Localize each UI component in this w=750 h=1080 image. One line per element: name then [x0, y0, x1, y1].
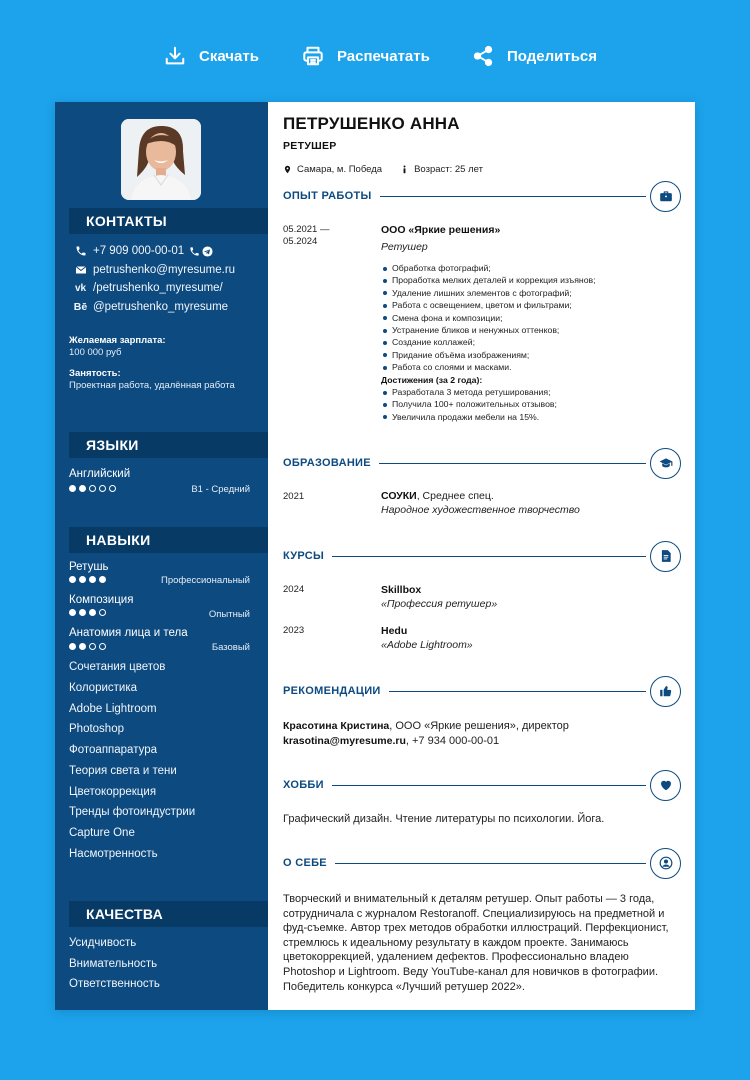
skill-rating: [69, 576, 106, 583]
duty-item: Смена фона и композиции;: [381, 312, 681, 324]
briefcase-icon: [650, 181, 681, 212]
course-year: 2023: [283, 625, 305, 636]
candidate-meta: [283, 164, 483, 175]
about-text: Творческий и внимательный к деталям ретушер. Опыт работы — 3 года, сотрудничала с журналом Restoranoff. Специализируюсь на предметной и фуд-съемке. Автор трех методов обработки иллюстраций. Перфекционист, стремлюсь к идеальному результату в каждом проекте. Занимаюсь цветокоррекцией, удалением дефектов. Профессионально владею Photoshop и Lightroom. Веду YouTube-канал для новичков в фотографии. Победитель конкурса «Лучший ретушер 2022».: [283, 893, 669, 993]
candidate-name: ПЕТРУШЕНКО АННА: [283, 114, 460, 133]
vk-icon: vk: [74, 282, 87, 294]
recommendation-text: [283, 719, 683, 748]
course-program: «Adobe Lightroom»: [381, 639, 473, 651]
resume-page: [55, 102, 695, 1010]
telegram-icon: [202, 246, 213, 257]
course-year: 2024: [283, 584, 305, 595]
employment-label: Занятость:: [69, 368, 121, 379]
about-section-header: [283, 847, 681, 879]
hobby-title: ХОББИ: [283, 779, 324, 791]
rating-dot-filled: [99, 576, 106, 583]
toolbar: [0, 42, 750, 70]
experience-date-from: 05.2021 —: [283, 224, 330, 235]
course-name: Hedu: [381, 625, 408, 637]
skill-rating: [69, 643, 106, 650]
achievements-list: [381, 386, 681, 423]
download-button[interactable]: [164, 42, 259, 70]
location-text: Самара, м. Победа: [297, 164, 383, 175]
contacts-heading: КОНТАКТЫ: [69, 208, 268, 234]
location-pin-icon: [283, 165, 292, 174]
hobby-section-header: [283, 769, 681, 801]
languages-heading: ЯЗЫКИ: [69, 432, 268, 458]
rating-dot-filled: [69, 576, 76, 583]
skill-item: Колористика: [69, 682, 138, 694]
course-item: [381, 584, 681, 610]
rating-dot-filled: [79, 576, 86, 583]
email-text: petrushenko@myresume.ru: [93, 264, 236, 276]
rating-dot-filled: [89, 609, 96, 616]
experience-section-header: [283, 180, 681, 212]
duties-list: [381, 262, 681, 374]
experience-details: [381, 224, 681, 423]
duty-item: Устранение бликов и ненужных оттенков;: [381, 324, 681, 336]
resume-main: [268, 102, 695, 1010]
contact-behance[interactable]: [73, 299, 228, 315]
quality-item: Усидчивость: [69, 937, 137, 949]
qualities-heading: КАЧЕСТВА: [69, 901, 268, 927]
rating-dot-empty: [99, 609, 106, 616]
skill-level: Базовый: [211, 642, 250, 653]
phone-text: +7 909 000-00-01: [93, 245, 185, 257]
share-icon: [472, 45, 494, 67]
rating-dot-filled: [89, 576, 96, 583]
course-program: «Профессия ретушер»: [381, 598, 498, 610]
quality-item: Ответственность: [69, 978, 160, 990]
skill-level: Опытный: [208, 609, 250, 620]
skill-item: Photoshop: [69, 723, 124, 735]
recommender-phone: , +7 934 000-00-01: [405, 734, 500, 747]
duty-item: Создание коллажей;: [381, 336, 681, 348]
experience-company: ООО «Яркие решения»: [381, 224, 501, 236]
experience-date-to: 05.2024: [283, 236, 318, 247]
skill-item: Фотоаппаратура: [69, 744, 158, 756]
rating-dot-filled: [79, 609, 86, 616]
language-name: Английский: [69, 468, 131, 480]
achievements-title: Достижения (за 2 года):: [381, 374, 483, 385]
behance-text: @petrushenko_myresume: [93, 301, 229, 313]
skill-name: Композиция: [69, 594, 134, 606]
skill-level: Профессиональный: [161, 575, 250, 586]
contact-phone[interactable]: [73, 243, 213, 259]
duty-item: Проработка мелких деталей и коррекция изъянов;: [381, 274, 681, 286]
share-button[interactable]: [472, 42, 597, 70]
skill-item: Цветокоррекция: [69, 786, 157, 798]
courses-title: КУРСЫ: [283, 550, 325, 562]
achievement-item: Увеличила продажи мебели на 15%.: [381, 411, 681, 423]
phone-icon: [73, 244, 88, 258]
contact-email[interactable]: [73, 262, 235, 278]
duty-item: Обработка фотографий;: [381, 262, 681, 274]
rating-dot-filled: [79, 485, 86, 492]
heart-icon: [650, 770, 681, 801]
skill-item: Насмотренность: [69, 848, 158, 860]
rating-dot-empty: [89, 485, 96, 492]
courses-section-header: [283, 540, 681, 572]
skill-name: Ретушь: [69, 561, 109, 573]
rating-dot-filled: [69, 485, 76, 492]
education-specialty: Народное художественное творчество: [381, 504, 580, 516]
contact-vk[interactable]: [73, 280, 223, 296]
recommender-email[interactable]: krasotina@myresume.ru: [283, 734, 406, 747]
duty-item: Работа с освещением, цветом и фильтрами;: [381, 299, 681, 311]
rating-dot-empty: [109, 485, 116, 492]
print-label: Распечатать: [337, 47, 430, 65]
quality-item: Внимательность: [69, 958, 158, 970]
language-rating: [69, 485, 116, 492]
education-degree: , Среднее спец.: [416, 490, 494, 502]
rating-dot-filled: [69, 643, 76, 650]
skill-item: Adobe Lightroom: [69, 703, 157, 715]
hobby-text: Графический дизайн. Чтение литературы по психологии. Йога.: [283, 813, 605, 825]
about-title: О СЕБЕ: [283, 857, 327, 869]
education-school: СОУКИ: [381, 490, 417, 502]
thumbs-up-icon: [650, 676, 681, 707]
rating-dot-empty: [99, 485, 106, 492]
duty-item: Удаление лишних элементов с фотографий;: [381, 287, 681, 299]
duty-item: Придание объёма изображениям;: [381, 349, 681, 361]
recommendations-title: РЕКОМЕНДАЦИИ: [283, 685, 381, 697]
education-year: 2021: [283, 491, 305, 502]
print-button[interactable]: [302, 42, 430, 70]
vk-text: /petrushenko_myresume/: [93, 282, 223, 294]
skill-item: Сочетания цветов: [69, 661, 166, 673]
graduation-cap-icon: [650, 448, 681, 479]
email-icon: [73, 263, 88, 277]
course-item: [381, 625, 681, 651]
rating-dot-empty: [89, 643, 96, 650]
language-level: B1 - Средний: [191, 484, 250, 495]
education-title: ОБРАЗОВАНИЕ: [283, 457, 371, 469]
achievement-item: Разработала 3 метода ретуширования;: [381, 386, 681, 398]
recommender-name: Красотина Кристина: [283, 720, 390, 732]
skill-item: Тренды фотоиндустрии: [69, 806, 196, 818]
duty-item: Работа со слоями и масками.: [381, 361, 681, 373]
course-name: Skillbox: [381, 584, 422, 596]
experience-title: ОПЫТ РАБОТЫ: [283, 190, 372, 202]
skill-item: Capture One: [69, 827, 135, 839]
skill-item: Теория света и тени: [69, 765, 177, 777]
education-details: [381, 490, 681, 516]
rating-dot-filled: [69, 609, 76, 616]
recommendations-section-header: [283, 675, 681, 707]
experience-position: Ретушер: [381, 241, 428, 253]
salary-value: 100 000 руб: [69, 347, 122, 358]
candidate-role: РЕТУШЕР: [283, 140, 337, 152]
skills-heading: НАВЫКИ: [69, 527, 268, 553]
viber-icon: [189, 246, 200, 257]
user-icon: [650, 848, 681, 879]
education-section-header: [283, 447, 681, 479]
rating-dot-filled: [79, 643, 86, 650]
age-text: Возраст: 25 лет: [414, 164, 483, 175]
resume-sidebar: [55, 102, 268, 1010]
experience-date: [283, 224, 329, 248]
download-icon: [164, 45, 186, 67]
salary-label: Желаемая зарплата:: [69, 335, 166, 346]
employment-value: Проектная работа, удалённая работа: [69, 380, 235, 391]
achievement-item: Получила 100+ положительных отзывов;: [381, 398, 681, 410]
profile-photo: [121, 119, 201, 200]
document-icon: [650, 541, 681, 572]
skill-rating: [69, 609, 106, 616]
rating-dot-empty: [99, 643, 106, 650]
recommender-info: , ООО «Яркие решения», директор: [389, 720, 569, 732]
skill-name: Анатомия лица и тела: [69, 627, 188, 639]
behance-icon: Bē: [73, 301, 88, 313]
share-label: Поделиться: [507, 47, 598, 65]
info-icon: [400, 165, 409, 174]
download-label: Скачать: [199, 47, 259, 65]
printer-icon: [302, 45, 324, 67]
